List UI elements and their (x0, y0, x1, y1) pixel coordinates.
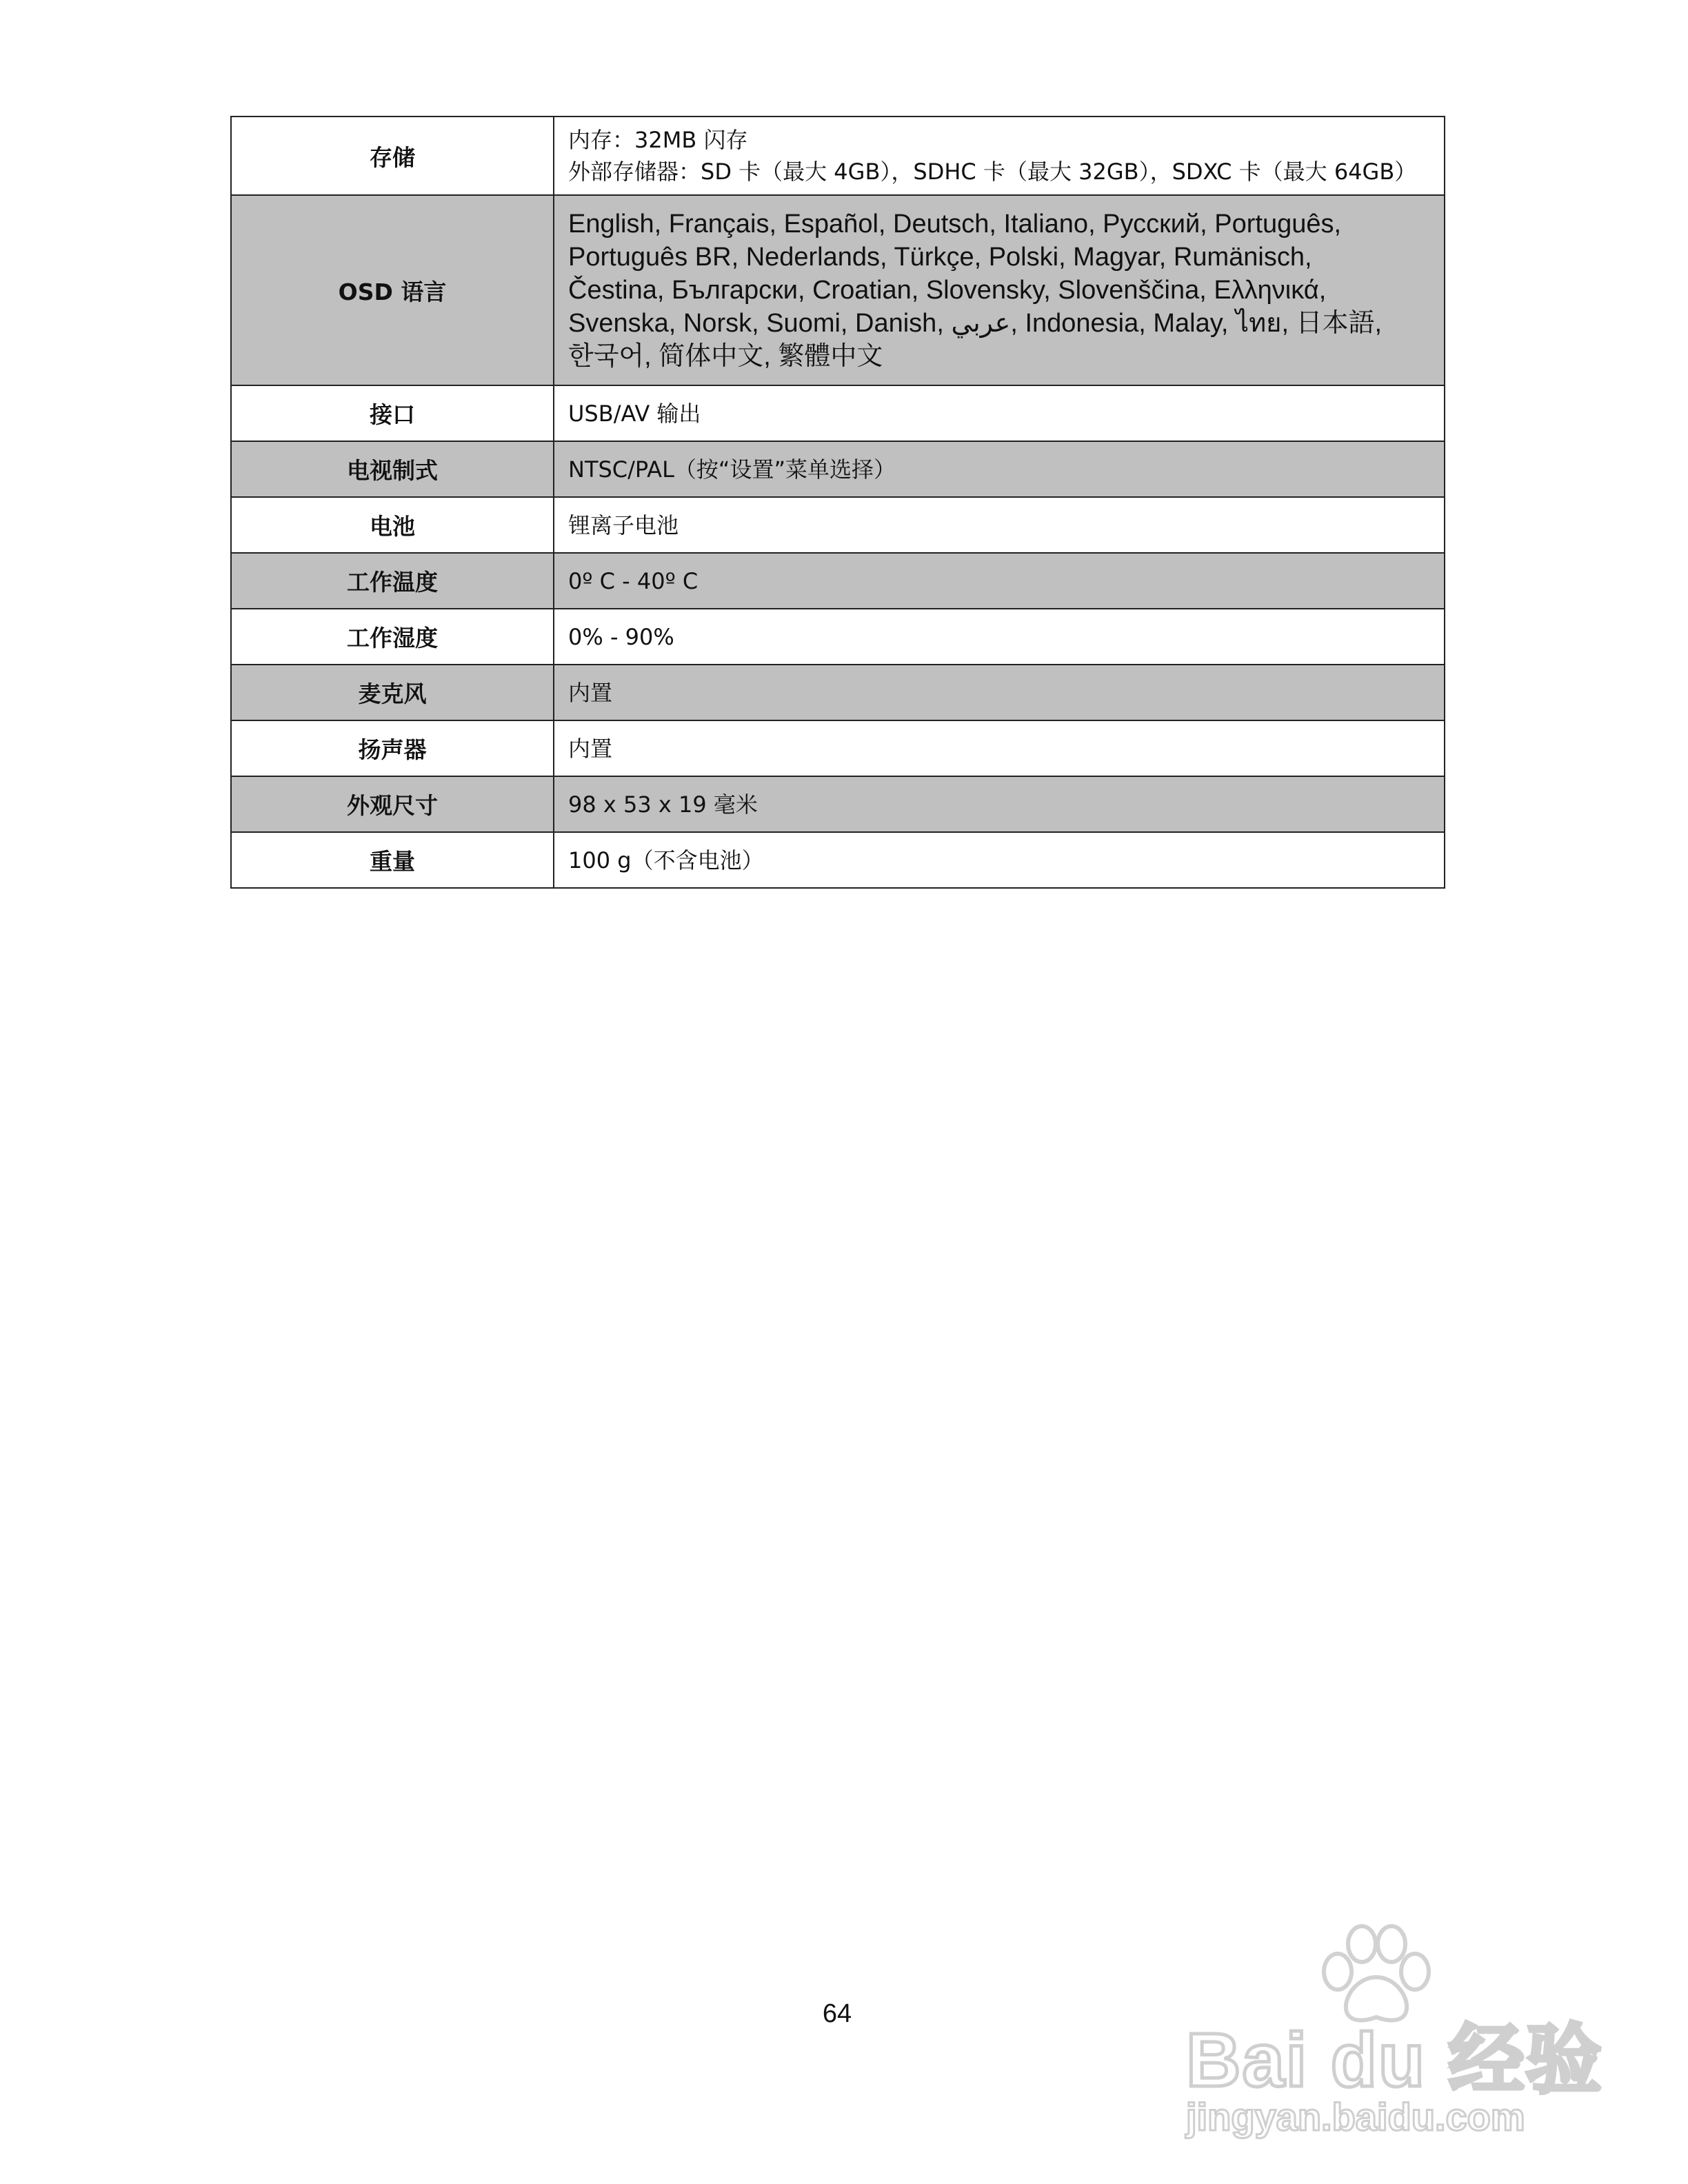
spec-row-storage (231, 117, 1445, 195)
spec-label: 麦克风 (231, 665, 554, 720)
spec-label: 接口 (231, 385, 554, 441)
spec-value-line: Svenska, Norsk, Suomi, Danish, عربي, Indonesia, Malay, ไทย, 日本語, (568, 309, 1383, 338)
spec-value-line: 外部存储器：SD 卡（最大 4GB），SDHC 卡（最大 32GB），SDXC 卡（最大 64GB） (568, 159, 1417, 185)
spec-value: USB/AV 输出 (554, 385, 1445, 441)
spec-value-line: 한국어, 简体中文, 繁體中文 (568, 342, 883, 371)
spec-value: NTSC/PAL（按“设置”菜单选择） (554, 441, 1445, 497)
spec-row-interface (231, 385, 1445, 441)
spec-label: 电视制式 (231, 441, 554, 497)
spec-label: 存储 (231, 117, 554, 195)
spec-label: 工作湿度 (231, 609, 554, 665)
spec-row-osd-language (231, 195, 1445, 385)
spec-value-line: English, Français, Español, Deutsch, Italiano, Русский, Português, (568, 210, 1342, 239)
spec-row-weight (231, 832, 1445, 888)
spec-value: 内置 (554, 720, 1445, 776)
watermark-url: jingyan.baidu.com (1186, 2095, 1525, 2138)
spec-value (554, 117, 1445, 195)
specifications-table (230, 116, 1445, 889)
page-number: 64 (822, 1999, 852, 2028)
spec-label: 扬声器 (231, 720, 554, 776)
spec-row-tv-system (231, 441, 1445, 497)
spec-label: 外观尺寸 (231, 776, 554, 832)
spec-label: 电池 (231, 497, 554, 553)
spec-row-microphone (231, 665, 1445, 720)
spec-value: 100 g（不含电池） (554, 832, 1445, 888)
spec-row-dimensions (231, 776, 1445, 832)
spec-value-line: Português BR, Nederlands, Türkçe, Polski, Magyar, Rumänisch, (568, 243, 1312, 272)
spec-label: OSD 语言 (231, 195, 554, 385)
spec-value: 98 x 53 x 19 毫米 (554, 776, 1445, 832)
spec-row-speaker (231, 720, 1445, 776)
spec-label: 重量 (231, 832, 554, 888)
spec-value-line: Čestina, Български, Croatian, Slovensky, Slovenščina, Ελληνικά, (568, 276, 1327, 305)
spec-value: 锂离子电池 (554, 497, 1445, 553)
spec-row-operating-temperature (231, 553, 1445, 609)
spec-value-line: 内存：32MB 闪存 (568, 127, 748, 153)
watermark-brand: Bai du 经验 (1186, 2018, 1603, 2103)
spec-value (554, 195, 1445, 385)
baidu-jingyan-watermark (1172, 1923, 1603, 2144)
spec-value: 0% - 90% (554, 609, 1445, 665)
spec-value: 内置 (554, 665, 1445, 720)
spec-value: 0º C - 40º C (554, 553, 1445, 609)
spec-label: 工作温度 (231, 553, 554, 609)
spec-row-operating-humidity (231, 609, 1445, 665)
spec-row-battery (231, 497, 1445, 553)
